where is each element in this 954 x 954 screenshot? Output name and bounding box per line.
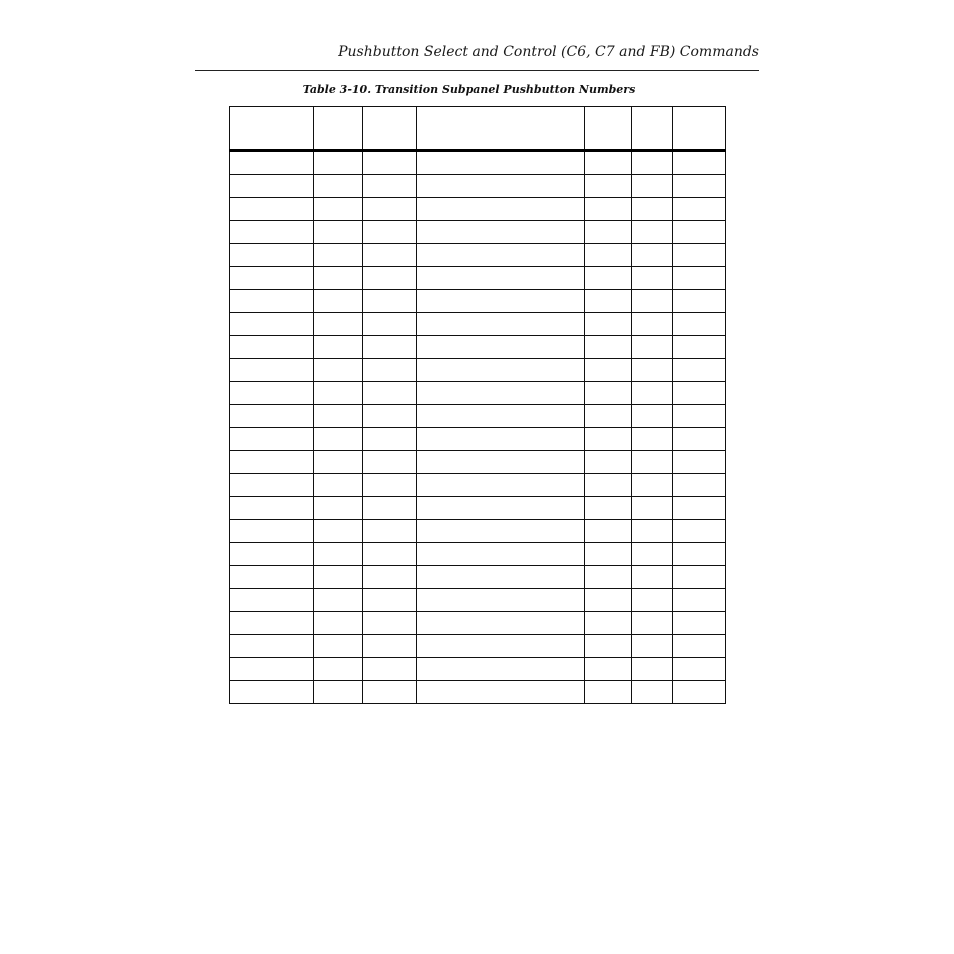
table-cell xyxy=(673,681,726,704)
table-cell xyxy=(230,198,314,221)
table-cell xyxy=(632,635,673,658)
table-row xyxy=(230,681,726,704)
table-cell xyxy=(417,359,585,382)
table-cell xyxy=(585,290,632,313)
table-cell xyxy=(417,151,585,175)
table-cell xyxy=(417,313,585,336)
table-cell xyxy=(585,612,632,635)
table-row xyxy=(230,658,726,681)
table-row xyxy=(230,267,726,290)
table-caption: Table 3-10. Transition Subpanel Pushbutton Numbers xyxy=(302,83,636,96)
table-cell xyxy=(314,175,363,198)
table-cell xyxy=(363,474,417,497)
table-cell xyxy=(673,520,726,543)
table-header-row xyxy=(230,107,726,151)
table-cell xyxy=(673,382,726,405)
table-row xyxy=(230,451,726,474)
table-row xyxy=(230,151,726,175)
table-cell xyxy=(585,566,632,589)
table-cell xyxy=(314,635,363,658)
table-cell xyxy=(363,336,417,359)
table-cell xyxy=(417,267,585,290)
table-cell xyxy=(314,497,363,520)
table-cell xyxy=(230,566,314,589)
table-cell xyxy=(632,151,673,175)
table-cell xyxy=(673,359,726,382)
table-cell xyxy=(230,175,314,198)
table-cell xyxy=(417,405,585,428)
table-cell xyxy=(673,474,726,497)
table-cell xyxy=(230,151,314,175)
table-cell xyxy=(417,474,585,497)
table-cell xyxy=(417,336,585,359)
table-cell xyxy=(363,543,417,566)
table-cell xyxy=(230,221,314,244)
table-cell xyxy=(585,428,632,451)
table-cell xyxy=(230,497,314,520)
table-cell xyxy=(417,543,585,566)
table-cell xyxy=(314,681,363,704)
table-cell xyxy=(632,336,673,359)
table-cell xyxy=(673,405,726,428)
table-row xyxy=(230,497,726,520)
table-cell xyxy=(673,313,726,336)
table-cell xyxy=(314,405,363,428)
table-body xyxy=(230,151,726,704)
table-cell xyxy=(230,336,314,359)
table-cell xyxy=(585,313,632,336)
table-cell xyxy=(363,244,417,267)
table-cell xyxy=(363,221,417,244)
table-cell xyxy=(632,382,673,405)
table-cell xyxy=(632,428,673,451)
table-cell xyxy=(673,428,726,451)
table-cell xyxy=(417,681,585,704)
table-row xyxy=(230,290,726,313)
table-header-cell xyxy=(417,107,585,151)
table-cell xyxy=(417,175,585,198)
table-cell xyxy=(632,658,673,681)
table-cell xyxy=(230,589,314,612)
table-row xyxy=(230,336,726,359)
table-cell xyxy=(363,658,417,681)
pushbutton-numbers-table xyxy=(229,106,726,704)
table-cell xyxy=(673,290,726,313)
table-cell xyxy=(585,635,632,658)
table-cell xyxy=(363,175,417,198)
table-row xyxy=(230,543,726,566)
table-cell xyxy=(417,520,585,543)
table-cell xyxy=(230,681,314,704)
table-cell xyxy=(230,428,314,451)
table-cell xyxy=(314,589,363,612)
table-cell xyxy=(363,382,417,405)
table-cell xyxy=(585,382,632,405)
table-cell xyxy=(230,313,314,336)
table-cell xyxy=(314,221,363,244)
table-cell xyxy=(363,359,417,382)
table-header-cell xyxy=(632,107,673,151)
table-cell xyxy=(363,313,417,336)
table-cell xyxy=(314,451,363,474)
table-cell xyxy=(230,405,314,428)
table-cell xyxy=(363,428,417,451)
table-cell xyxy=(314,543,363,566)
table-cell xyxy=(230,290,314,313)
table-cell xyxy=(363,198,417,221)
table-cell xyxy=(417,612,585,635)
table-row xyxy=(230,474,726,497)
table-cell xyxy=(363,635,417,658)
table-cell xyxy=(417,221,585,244)
table-cell xyxy=(417,589,585,612)
table-cell xyxy=(632,520,673,543)
table-cell xyxy=(585,359,632,382)
table-cell xyxy=(673,175,726,198)
table-cell xyxy=(585,474,632,497)
table-cell xyxy=(673,244,726,267)
table-cell xyxy=(230,474,314,497)
table-cell xyxy=(673,566,726,589)
table-cell xyxy=(632,589,673,612)
table-cell xyxy=(417,382,585,405)
table-cell xyxy=(417,635,585,658)
table-header-cell xyxy=(363,107,417,151)
table-cell xyxy=(585,658,632,681)
table-cell xyxy=(417,566,585,589)
table-cell xyxy=(585,151,632,175)
table-cell xyxy=(363,612,417,635)
table-cell xyxy=(363,405,417,428)
table-cell xyxy=(230,267,314,290)
table-row xyxy=(230,175,726,198)
table-cell xyxy=(363,290,417,313)
table-cell xyxy=(230,658,314,681)
table-cell xyxy=(363,151,417,175)
table-cell xyxy=(230,520,314,543)
table-cell xyxy=(632,359,673,382)
table-cell xyxy=(632,267,673,290)
table-cell xyxy=(314,474,363,497)
table-cell xyxy=(585,451,632,474)
table-cell xyxy=(417,658,585,681)
table-cell xyxy=(585,405,632,428)
table-cell xyxy=(585,198,632,221)
table-cell xyxy=(314,198,363,221)
table-cell xyxy=(632,681,673,704)
table-cell xyxy=(673,497,726,520)
table-cell xyxy=(230,382,314,405)
table-cell xyxy=(363,589,417,612)
table-row xyxy=(230,428,726,451)
table-header-cell xyxy=(230,107,314,151)
table-cell xyxy=(417,198,585,221)
table-cell xyxy=(673,221,726,244)
table-cell xyxy=(673,612,726,635)
table-cell xyxy=(632,313,673,336)
table-cell xyxy=(585,497,632,520)
table-cell xyxy=(585,681,632,704)
table-cell xyxy=(314,290,363,313)
table-header-cell xyxy=(673,107,726,151)
table-cell xyxy=(632,244,673,267)
running-header: Pushbutton Select and Control (C6, C7 and FB) Commands xyxy=(338,44,759,60)
table-row xyxy=(230,612,726,635)
table-cell xyxy=(632,566,673,589)
table-cell xyxy=(314,428,363,451)
table-cell xyxy=(230,612,314,635)
table-cell xyxy=(673,451,726,474)
table-cell xyxy=(585,267,632,290)
table-cell xyxy=(585,175,632,198)
table-cell xyxy=(673,658,726,681)
table-header-cell xyxy=(585,107,632,151)
table-cell xyxy=(585,336,632,359)
table-cell xyxy=(632,198,673,221)
table-cell xyxy=(314,658,363,681)
table-cell xyxy=(314,382,363,405)
table-row xyxy=(230,359,726,382)
table-row xyxy=(230,221,726,244)
table-row xyxy=(230,589,726,612)
table-cell xyxy=(632,474,673,497)
table-cell xyxy=(363,451,417,474)
table-cell xyxy=(673,336,726,359)
table-cell xyxy=(230,244,314,267)
table-cell xyxy=(363,267,417,290)
table-cell xyxy=(585,520,632,543)
table-cell xyxy=(632,451,673,474)
table-cell xyxy=(314,313,363,336)
table-header-cell xyxy=(314,107,363,151)
table-row xyxy=(230,313,726,336)
header-rule xyxy=(195,70,759,71)
table-cell xyxy=(230,359,314,382)
table-cell xyxy=(585,589,632,612)
table-cell xyxy=(585,244,632,267)
table-cell xyxy=(632,290,673,313)
table-cell xyxy=(417,451,585,474)
table-cell xyxy=(314,151,363,175)
table-row xyxy=(230,566,726,589)
table-cell xyxy=(314,520,363,543)
table-cell xyxy=(673,589,726,612)
table-cell xyxy=(314,566,363,589)
table-cell xyxy=(417,428,585,451)
table-cell xyxy=(673,151,726,175)
table-cell xyxy=(314,244,363,267)
table-row xyxy=(230,520,726,543)
table-cell xyxy=(632,221,673,244)
table-cell xyxy=(673,635,726,658)
table-cell xyxy=(314,336,363,359)
table-header xyxy=(230,107,726,151)
table-cell xyxy=(363,497,417,520)
table-cell xyxy=(417,497,585,520)
table-row xyxy=(230,198,726,221)
table-cell xyxy=(363,520,417,543)
table-row xyxy=(230,405,726,428)
table-cell xyxy=(632,175,673,198)
table-cell xyxy=(230,543,314,566)
table-cell xyxy=(673,267,726,290)
table-cell xyxy=(585,543,632,566)
table-cell xyxy=(363,681,417,704)
table-cell xyxy=(632,543,673,566)
table-cell xyxy=(314,359,363,382)
table-cell xyxy=(314,612,363,635)
table-cell xyxy=(673,543,726,566)
table-cell xyxy=(230,451,314,474)
table-cell xyxy=(230,635,314,658)
table-row xyxy=(230,635,726,658)
table-cell xyxy=(417,290,585,313)
table-row xyxy=(230,244,726,267)
table-cell xyxy=(632,612,673,635)
table-row xyxy=(230,382,726,405)
table-cell xyxy=(314,267,363,290)
table-cell xyxy=(585,221,632,244)
table-cell xyxy=(417,244,585,267)
table-cell xyxy=(673,198,726,221)
table-cell xyxy=(632,497,673,520)
table-cell xyxy=(363,566,417,589)
table-cell xyxy=(632,405,673,428)
